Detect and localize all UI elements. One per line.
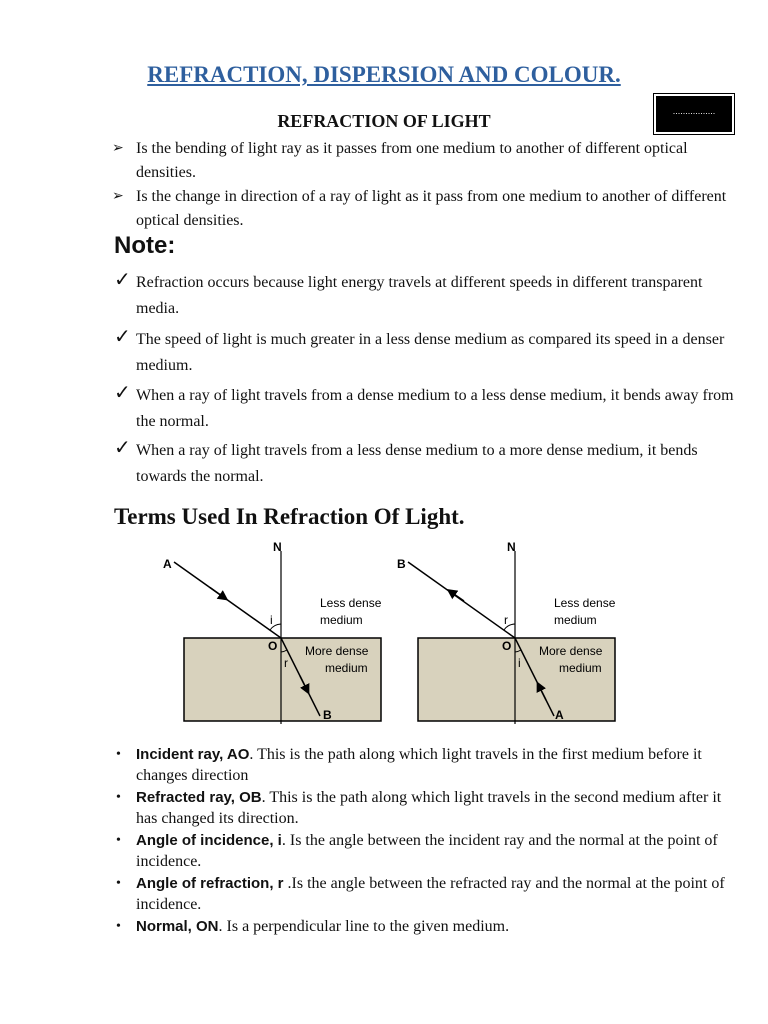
term-text: . This is the path along which light travels in the first medium before it changes direction — [136, 746, 702, 784]
note-item — [114, 267, 736, 322]
page-title: REFRACTION, DISPERSION AND COLOUR. — [147, 62, 621, 87]
definition-text: Is the bending of light ray as it passes from one medium to another of different optical densities. — [136, 140, 688, 181]
black-label-box: ................. — [654, 94, 734, 134]
section-title: REFRACTION OF LIGHT — [277, 111, 491, 131]
note-item — [114, 435, 736, 490]
arrow-bullet-icon: ➢ — [112, 189, 124, 204]
incident-ray-left — [174, 562, 281, 638]
term-text: . This is the path along which light travels in the second medium after it has changed its direction. — [136, 789, 722, 827]
note-text: Refraction occurs because light energy travels at different speeds in different transparent media. — [136, 274, 703, 317]
refraction-diagram — [150, 536, 630, 728]
term-text: . Is the angle between the incident ray and the normal at the point of incidence. — [136, 832, 718, 870]
upper-medium-left-2: medium — [320, 613, 363, 627]
lower-medium-left-2: medium — [325, 661, 368, 675]
label-a-left: A — [163, 557, 172, 571]
label-b-right: B — [397, 557, 406, 571]
term-name: Incident ray, AO — [136, 746, 250, 763]
bullet-icon: • — [116, 876, 121, 891]
checkmark-icon: ✓ — [114, 324, 131, 348]
label-b-left: B — [323, 708, 332, 722]
term-name: Angle of refraction, r — [136, 875, 284, 892]
term-name: Angle of incidence, i — [136, 832, 282, 849]
upper-medium-left-1: Less dense — [320, 596, 382, 610]
note-text: The speed of light is much greater in a less dense medium as compared its speed in a denser medium. — [136, 331, 725, 374]
bullet-icon: • — [116, 747, 121, 762]
lower-medium-right-1: More dense — [539, 644, 603, 658]
upper-medium-right-1: Less dense — [554, 596, 616, 610]
term-text: .Is the angle between the refracted ray and the normal at the point of incidence. — [136, 875, 725, 913]
terms-heading: Terms Used In Refraction Of Light. — [114, 504, 465, 529]
label-n-left: N — [273, 540, 282, 554]
label-r-right: r — [504, 613, 508, 627]
checkmark-icon: ✓ — [114, 435, 131, 459]
term-item — [114, 744, 734, 786]
label-a-right: A — [555, 708, 564, 722]
upper-medium-right-2: medium — [554, 613, 597, 627]
term-item — [114, 873, 734, 915]
note-text: When a ray of light travels from a dense medium to a less dense medium, it bends away from the normal. — [136, 387, 734, 430]
definition-item — [112, 185, 732, 233]
ray-arrow-right-1 — [451, 592, 464, 601]
note-heading: Note: — [114, 232, 176, 259]
term-item — [114, 916, 734, 937]
label-n-right: N — [507, 540, 516, 554]
bullet-icon: • — [116, 919, 121, 934]
term-name: Normal, ON — [136, 918, 219, 935]
checkmark-icon: ✓ — [114, 380, 131, 404]
note-item — [114, 380, 736, 435]
definition-item — [112, 137, 732, 185]
bullet-icon: • — [116, 790, 121, 805]
term-item — [114, 787, 734, 829]
bullet-icon: • — [116, 833, 121, 848]
label-r-left: r — [284, 656, 288, 670]
term-name: Refracted ray, OB — [136, 789, 262, 806]
arrow-bullet-icon: ➢ — [112, 141, 124, 156]
checkmark-icon: ✓ — [114, 267, 131, 291]
label-i-right: i — [518, 656, 521, 670]
lower-medium-right-2: medium — [559, 661, 602, 675]
lower-medium-left-1: More dense — [305, 644, 369, 658]
note-item — [114, 324, 736, 379]
note-text: When a ray of light travels from a less dense medium to a more dense medium, it bends towards the normal. — [136, 442, 698, 485]
label-o-left: O — [268, 639, 278, 653]
label-i-left: i — [270, 613, 273, 627]
definition-list — [112, 137, 732, 233]
ray-arrow-left-1 — [210, 588, 224, 598]
terms-list — [114, 744, 734, 938]
definition-text: Is the change in direction of a ray of light as it pass from one medium to another of different optical densities. — [136, 188, 727, 229]
term-text: . Is a perpendicular line to the given medium. — [218, 918, 510, 935]
label-o-right: O — [502, 639, 512, 653]
term-item — [114, 830, 734, 872]
